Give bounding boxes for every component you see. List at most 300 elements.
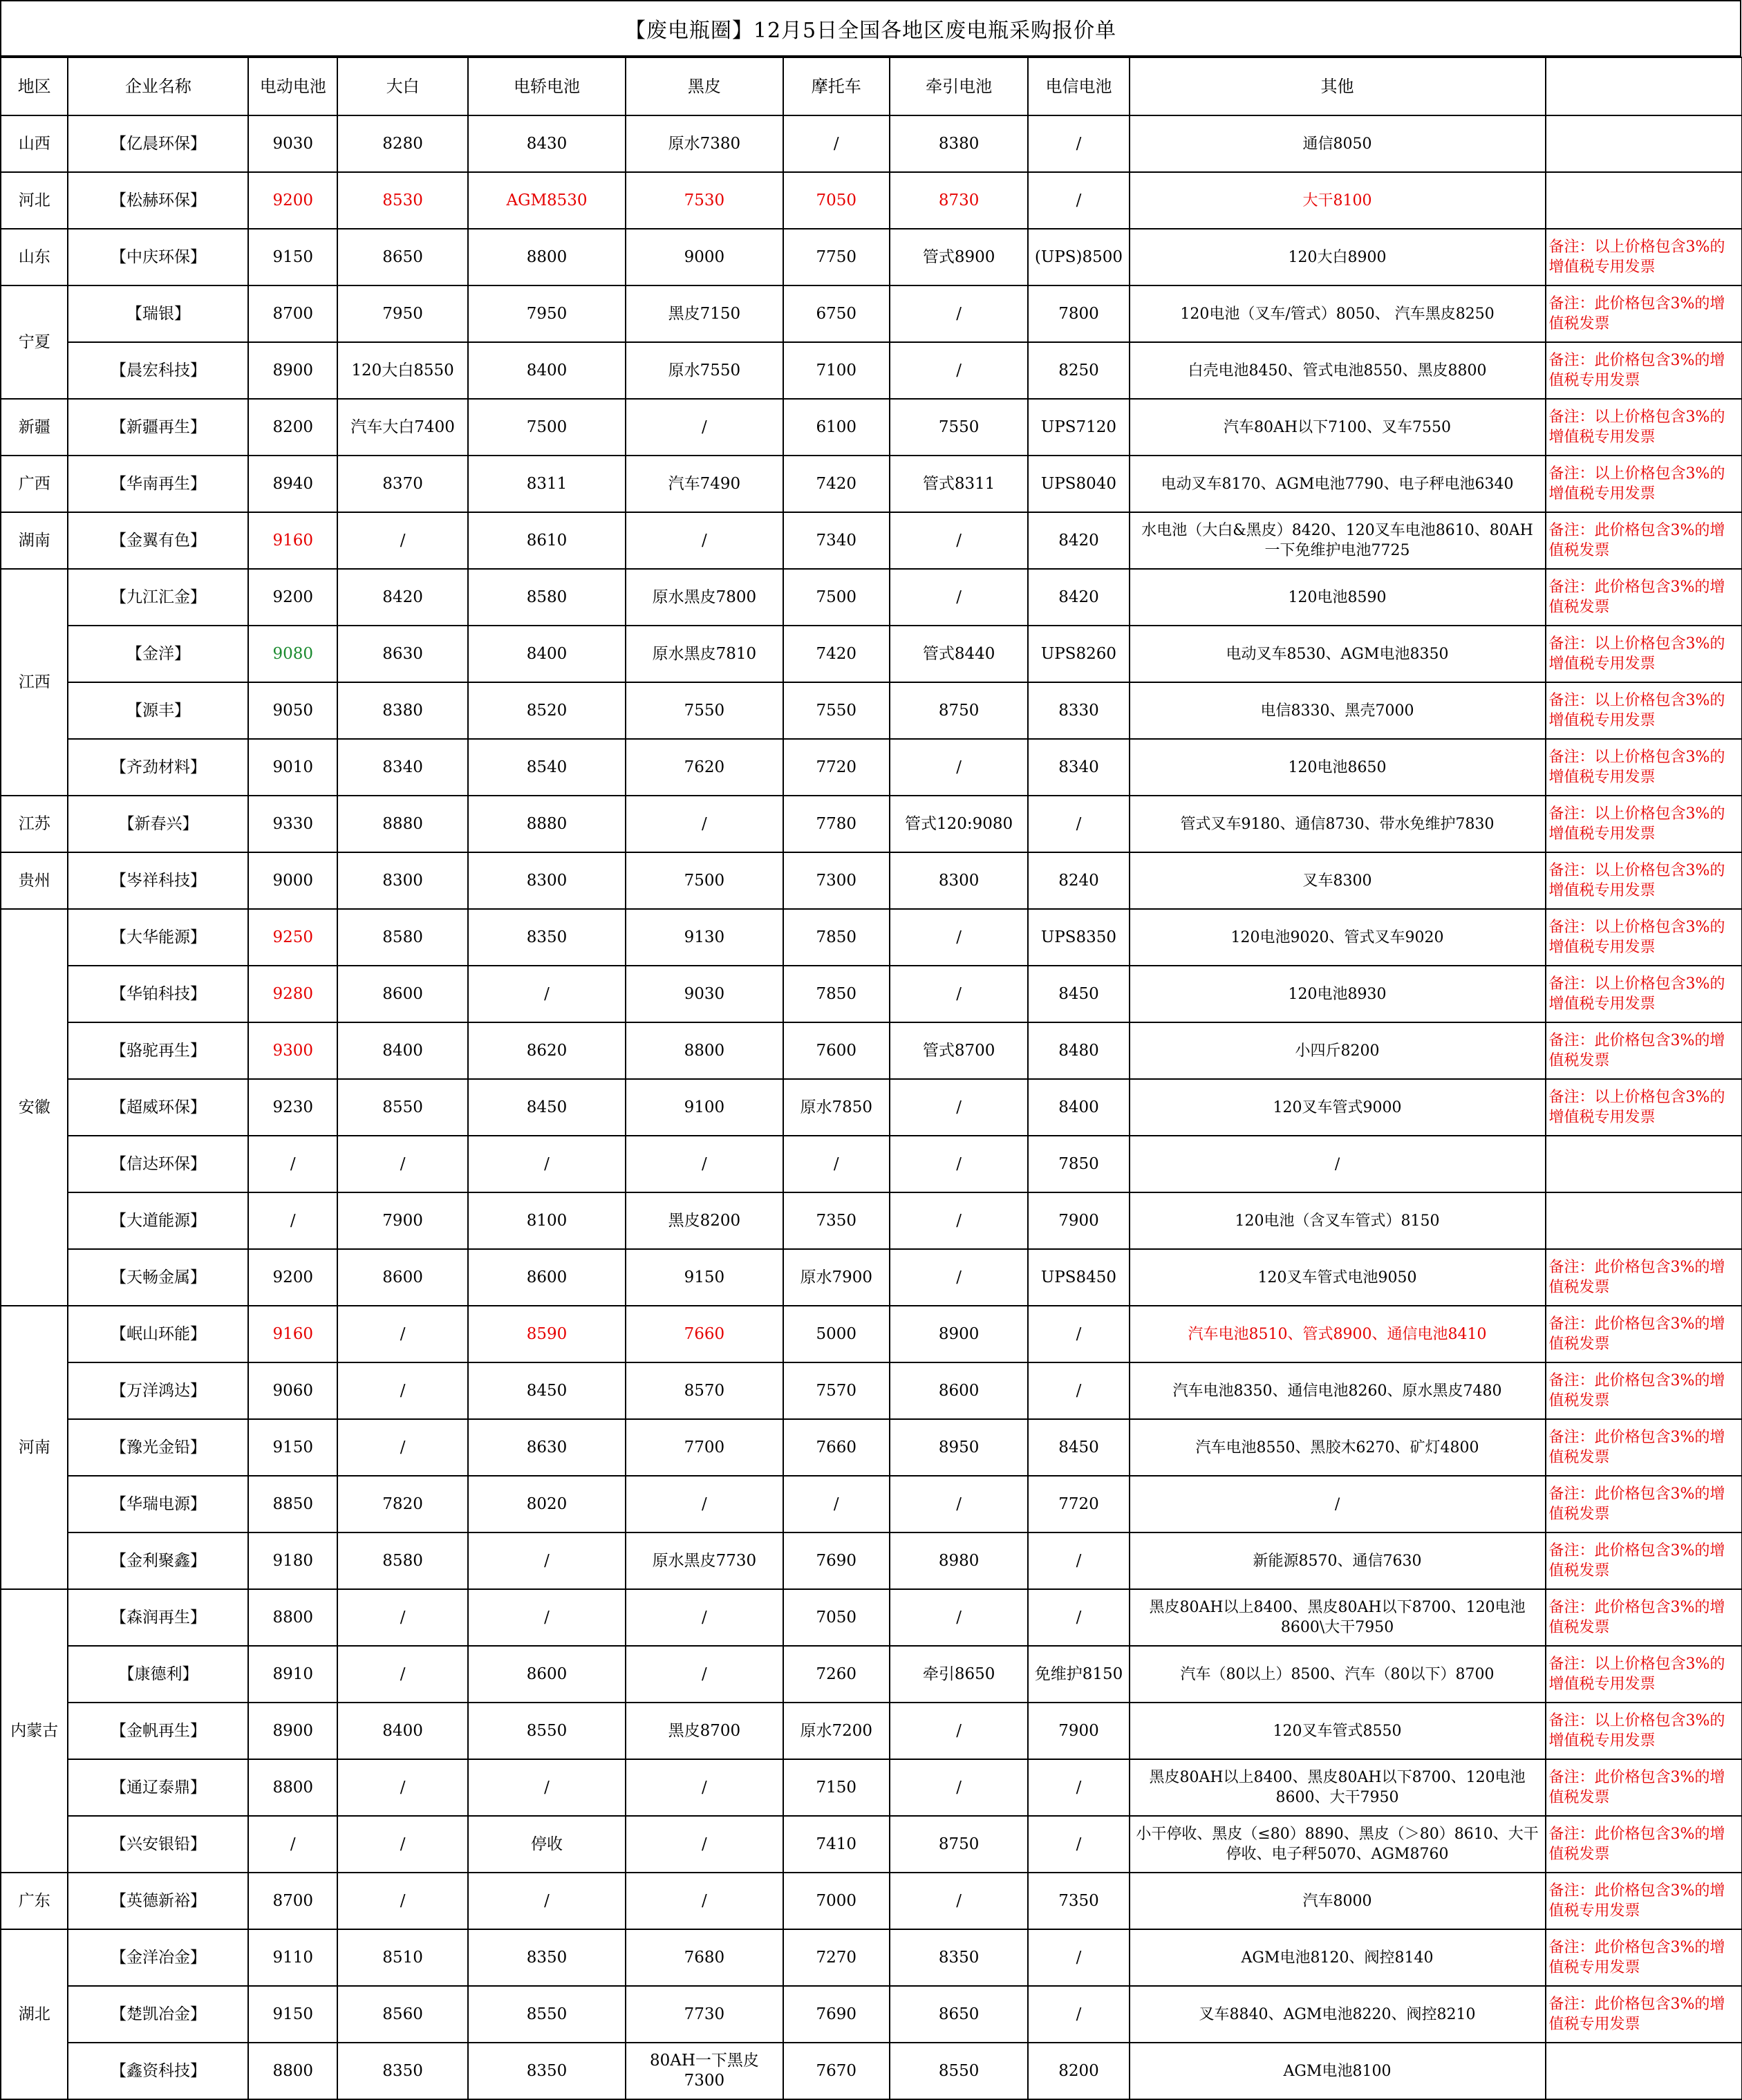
heipi-price: 原水黑皮7810 bbox=[626, 626, 783, 682]
other-price: 通信8050 bbox=[1130, 115, 1546, 172]
table-row bbox=[1, 285, 1742, 342]
heipi-price: 原水黑皮7800 bbox=[626, 569, 783, 626]
traction-battery-price: 管式8900 bbox=[890, 229, 1029, 285]
jiao-battery-price: / bbox=[468, 1589, 626, 1646]
traction-battery-price: / bbox=[890, 512, 1029, 569]
company-name: 【金翼有色】 bbox=[68, 512, 248, 569]
ev-battery-price: 8800 bbox=[248, 1589, 337, 1646]
table-row bbox=[1, 682, 1742, 739]
telecom-battery-price: 免维护8150 bbox=[1028, 1646, 1129, 1703]
jiao-battery-price: 8600 bbox=[468, 1646, 626, 1703]
heipi-price: / bbox=[626, 512, 783, 569]
motorcycle-price: 7100 bbox=[783, 342, 890, 399]
ev-battery-price: 9160 bbox=[248, 512, 337, 569]
region-cell: 河北 bbox=[1, 172, 68, 229]
invoice-note bbox=[1546, 115, 1742, 172]
ev-battery-price: 9200 bbox=[248, 569, 337, 626]
column-header: 牵引电池 bbox=[890, 57, 1029, 115]
ev-battery-price: 9230 bbox=[248, 1079, 337, 1136]
region-cell: 广东 bbox=[1, 1873, 68, 1929]
traction-battery-price: 8980 bbox=[890, 1532, 1029, 1589]
company-name: 【华瑞电源】 bbox=[68, 1476, 248, 1532]
traction-battery-price: / bbox=[890, 285, 1029, 342]
ev-battery-price: 8910 bbox=[248, 1646, 337, 1703]
jiao-battery-price: 8550 bbox=[468, 1986, 626, 2043]
jiao-battery-price: 8520 bbox=[468, 682, 626, 739]
company-name: 【大华能源】 bbox=[68, 909, 248, 966]
telecom-battery-price: / bbox=[1028, 1532, 1129, 1589]
invoice-note: 备注：此价格包含3%的增值税专用发票 bbox=[1546, 1929, 1742, 1986]
ev-battery-price: / bbox=[248, 1136, 337, 1192]
dabai-price: 8300 bbox=[337, 852, 468, 909]
table-row bbox=[1, 852, 1742, 909]
company-name: 【鑫资科技】 bbox=[68, 2043, 248, 2099]
traction-battery-price: / bbox=[890, 739, 1029, 796]
traction-battery-price: 8730 bbox=[890, 172, 1029, 229]
other-price: 汽车80AH以下7100、叉车7550 bbox=[1130, 399, 1546, 456]
heipi-price: 8570 bbox=[626, 1362, 783, 1419]
column-header: 地区 bbox=[1, 57, 68, 115]
ev-battery-price: 9160 bbox=[248, 1306, 337, 1362]
jiao-battery-price: AGM8530 bbox=[468, 172, 626, 229]
dabai-price: / bbox=[337, 1362, 468, 1419]
region-cell: 新疆 bbox=[1, 399, 68, 456]
column-header: 电动电池 bbox=[248, 57, 337, 115]
company-name: 【信达环保】 bbox=[68, 1136, 248, 1192]
jiao-battery-price: 8450 bbox=[468, 1362, 626, 1419]
other-price: 120叉车管式9000 bbox=[1130, 1079, 1546, 1136]
dabai-price: 8530 bbox=[337, 172, 468, 229]
telecom-battery-price: 7900 bbox=[1028, 1192, 1129, 1249]
table-row bbox=[1, 456, 1742, 512]
jiao-battery-price: / bbox=[468, 1873, 626, 1929]
ev-battery-price: 8700 bbox=[248, 285, 337, 342]
invoice-note: 备注：以上价格包含3%的增值税专用发票 bbox=[1546, 739, 1742, 796]
region-cell: 贵州 bbox=[1, 852, 68, 909]
other-price: 叉车8840、AGM电池8220、阀控8210 bbox=[1130, 1986, 1546, 2043]
other-price: / bbox=[1130, 1476, 1546, 1532]
invoice-note: 备注：以上价格包含3%的增值税专用发票 bbox=[1546, 626, 1742, 682]
invoice-note: 备注：此价格包含3%的增值税发票 bbox=[1546, 1816, 1742, 1873]
dabai-price: 8400 bbox=[337, 1022, 468, 1079]
invoice-note: 备注：以上价格包含3%的增值税专用发票 bbox=[1546, 966, 1742, 1022]
telecom-battery-price: / bbox=[1028, 115, 1129, 172]
telecom-battery-price: / bbox=[1028, 796, 1129, 852]
other-price: 大干8100 bbox=[1130, 172, 1546, 229]
table-row bbox=[1, 1532, 1742, 1589]
motorcycle-price: 7670 bbox=[783, 2043, 890, 2099]
company-name: 【兴安银铅】 bbox=[68, 1816, 248, 1873]
table-row bbox=[1, 2043, 1742, 2099]
invoice-note: 备注：此价格包含3%的增值税发票 bbox=[1546, 569, 1742, 626]
company-name: 【楚凯冶金】 bbox=[68, 1986, 248, 2043]
table-row bbox=[1, 1703, 1742, 1759]
other-price: 汽车电池8350、通信电池8260、原水黑皮7480 bbox=[1130, 1362, 1546, 1419]
motorcycle-price: 原水7900 bbox=[783, 1249, 890, 1306]
column-header: 电轿电池 bbox=[468, 57, 626, 115]
table-row bbox=[1, 1589, 1742, 1646]
telecom-battery-price: / bbox=[1028, 1986, 1129, 2043]
telecom-battery-price: UPS8260 bbox=[1028, 626, 1129, 682]
jiao-battery-price: 7500 bbox=[468, 399, 626, 456]
ev-battery-price: 9150 bbox=[248, 229, 337, 285]
telecom-battery-price: 8480 bbox=[1028, 1022, 1129, 1079]
jiao-battery-price: 8800 bbox=[468, 229, 626, 285]
company-name: 【超威环保】 bbox=[68, 1079, 248, 1136]
jiao-battery-price: 8350 bbox=[468, 1929, 626, 1986]
dabai-price: 汽车大白7400 bbox=[337, 399, 468, 456]
table-row bbox=[1, 1306, 1742, 1362]
heipi-price: / bbox=[626, 1136, 783, 1192]
other-price: 120电池（叉车/管式）8050、 汽车黑皮8250 bbox=[1130, 285, 1546, 342]
ev-battery-price: 8850 bbox=[248, 1476, 337, 1532]
other-price: 小四斤8200 bbox=[1130, 1022, 1546, 1079]
company-name: 【金洋】 bbox=[68, 626, 248, 682]
jiao-battery-price: / bbox=[468, 1136, 626, 1192]
company-name: 【骆驼再生】 bbox=[68, 1022, 248, 1079]
invoice-note: 备注：以上价格包含3%的增值税专用发票 bbox=[1546, 852, 1742, 909]
region-cell: 内蒙古 bbox=[1, 1589, 68, 1873]
company-name: 【中庆环保】 bbox=[68, 229, 248, 285]
region-cell: 湖北 bbox=[1, 1929, 68, 2099]
telecom-battery-price: / bbox=[1028, 1816, 1129, 1873]
invoice-note: 备注：以上价格包含3%的增值税专用发票 bbox=[1546, 682, 1742, 739]
ev-battery-price: 9280 bbox=[248, 966, 337, 1022]
dabai-price: 8380 bbox=[337, 682, 468, 739]
motorcycle-price: 5000 bbox=[783, 1306, 890, 1362]
motorcycle-price: 7410 bbox=[783, 1816, 890, 1873]
sheet-title: 【废电瓶圈】12月5日全国各地区废电瓶采购报价单 bbox=[0, 0, 1741, 57]
jiao-battery-price: 8610 bbox=[468, 512, 626, 569]
table-row bbox=[1, 1929, 1742, 1986]
company-name: 【康德利】 bbox=[68, 1646, 248, 1703]
telecom-battery-price: / bbox=[1028, 1306, 1129, 1362]
heipi-price: 9100 bbox=[626, 1079, 783, 1136]
table-row bbox=[1, 1419, 1742, 1476]
dabai-price: 8340 bbox=[337, 739, 468, 796]
jiao-battery-price: 8450 bbox=[468, 1079, 626, 1136]
ev-battery-price: 8900 bbox=[248, 1703, 337, 1759]
table-body bbox=[1, 57, 1742, 2099]
invoice-note: 备注：以上价格包含3%的增值税专用发票 bbox=[1546, 229, 1742, 285]
telecom-battery-price: 8240 bbox=[1028, 852, 1129, 909]
dabai-price: / bbox=[337, 1816, 468, 1873]
invoice-note: 备注：此价格包含3%的增值税发票 bbox=[1546, 512, 1742, 569]
company-name: 【豫光金铅】 bbox=[68, 1419, 248, 1476]
dabai-price: 8600 bbox=[337, 966, 468, 1022]
table-row bbox=[1, 172, 1742, 229]
ev-battery-price: 8200 bbox=[248, 399, 337, 456]
traction-battery-price: / bbox=[890, 1759, 1029, 1816]
company-name: 【华南再生】 bbox=[68, 456, 248, 512]
jiao-battery-price: / bbox=[468, 966, 626, 1022]
jiao-battery-price: 8300 bbox=[468, 852, 626, 909]
company-name: 【华铂科技】 bbox=[68, 966, 248, 1022]
company-name: 【通辽泰鼎】 bbox=[68, 1759, 248, 1816]
telecom-battery-price: / bbox=[1028, 1759, 1129, 1816]
column-header: 摩托车 bbox=[783, 57, 890, 115]
telecom-battery-price: 7900 bbox=[1028, 1703, 1129, 1759]
dabai-price: / bbox=[337, 1873, 468, 1929]
motorcycle-price: 7690 bbox=[783, 1532, 890, 1589]
company-name: 【大道能源】 bbox=[68, 1192, 248, 1249]
motorcycle-price: 7150 bbox=[783, 1759, 890, 1816]
invoice-note bbox=[1546, 1136, 1742, 1192]
ev-battery-price: 9110 bbox=[248, 1929, 337, 1986]
table-row bbox=[1, 796, 1742, 852]
telecom-battery-price: 8420 bbox=[1028, 569, 1129, 626]
jiao-battery-price: 8600 bbox=[468, 1249, 626, 1306]
table-row bbox=[1, 966, 1742, 1022]
invoice-note: 备注：此价格包含3%的增值税发票 bbox=[1546, 1249, 1742, 1306]
other-price: 叉车8300 bbox=[1130, 852, 1546, 909]
jiao-battery-price: / bbox=[468, 1759, 626, 1816]
dabai-price: / bbox=[337, 512, 468, 569]
company-name: 【岑祥科技】 bbox=[68, 852, 248, 909]
heipi-price: 7700 bbox=[626, 1419, 783, 1476]
ev-battery-price: 8800 bbox=[248, 2043, 337, 2099]
motorcycle-price: 原水7200 bbox=[783, 1703, 890, 1759]
table-row bbox=[1, 739, 1742, 796]
company-name: 【岷山环能】 bbox=[68, 1306, 248, 1362]
ev-battery-price: 9000 bbox=[248, 852, 337, 909]
table-row bbox=[1, 1873, 1742, 1929]
company-name: 【瑞银】 bbox=[68, 285, 248, 342]
motorcycle-price: 7850 bbox=[783, 909, 890, 966]
motorcycle-price: 7050 bbox=[783, 1589, 890, 1646]
traction-battery-price: 8300 bbox=[890, 852, 1029, 909]
jiao-battery-price: / bbox=[468, 1532, 626, 1589]
ev-battery-price: / bbox=[248, 1816, 337, 1873]
other-price: AGM电池8120、阀控8140 bbox=[1130, 1929, 1546, 1986]
motorcycle-price: 7660 bbox=[783, 1419, 890, 1476]
dabai-price: 8400 bbox=[337, 1703, 468, 1759]
motorcycle-price: 7300 bbox=[783, 852, 890, 909]
company-name: 【金洋冶金】 bbox=[68, 1929, 248, 1986]
other-price: AGM电池8100 bbox=[1130, 2043, 1546, 2099]
ev-battery-price: 9250 bbox=[248, 909, 337, 966]
ev-battery-price: 9180 bbox=[248, 1532, 337, 1589]
jiao-battery-price: 8880 bbox=[468, 796, 626, 852]
heipi-price: / bbox=[626, 399, 783, 456]
heipi-price: 7620 bbox=[626, 739, 783, 796]
dabai-price: 8580 bbox=[337, 1532, 468, 1589]
invoice-note bbox=[1546, 2043, 1742, 2099]
telecom-battery-price: UPS8450 bbox=[1028, 1249, 1129, 1306]
jiao-battery-price: 8590 bbox=[468, 1306, 626, 1362]
header-row bbox=[1, 57, 1742, 115]
telecom-battery-price: 7350 bbox=[1028, 1873, 1129, 1929]
invoice-note: 备注：以上价格包含3%的增值税专用发票 bbox=[1546, 399, 1742, 456]
jiao-battery-price: 停收 bbox=[468, 1816, 626, 1873]
company-name: 【金帆再生】 bbox=[68, 1703, 248, 1759]
dabai-price: 8280 bbox=[337, 115, 468, 172]
table-row bbox=[1, 626, 1742, 682]
motorcycle-price: / bbox=[783, 1476, 890, 1532]
table-row bbox=[1, 1816, 1742, 1873]
other-price: 电信8330、黑壳7000 bbox=[1130, 682, 1546, 739]
dabai-price: 8580 bbox=[337, 909, 468, 966]
invoice-note: 备注：此价格包含3%的增值税发票 bbox=[1546, 1532, 1742, 1589]
other-price: 电动叉车8530、AGM电池8350 bbox=[1130, 626, 1546, 682]
motorcycle-price: 7260 bbox=[783, 1646, 890, 1703]
heipi-price: 9030 bbox=[626, 966, 783, 1022]
company-name: 【源丰】 bbox=[68, 682, 248, 739]
other-price: 120叉车管式8550 bbox=[1130, 1703, 1546, 1759]
jiao-battery-price: 7950 bbox=[468, 285, 626, 342]
telecom-battery-price: / bbox=[1028, 1362, 1129, 1419]
heipi-price: 7730 bbox=[626, 1986, 783, 2043]
dabai-price: / bbox=[337, 1646, 468, 1703]
column-header: 企业名称 bbox=[68, 57, 248, 115]
ev-battery-price: 9200 bbox=[248, 1249, 337, 1306]
dabai-price: 8880 bbox=[337, 796, 468, 852]
region-cell: 江西 bbox=[1, 569, 68, 796]
traction-battery-price: / bbox=[890, 1136, 1029, 1192]
traction-battery-price: / bbox=[890, 909, 1029, 966]
invoice-note bbox=[1546, 172, 1742, 229]
motorcycle-price: / bbox=[783, 115, 890, 172]
other-price: 白壳电池8450、管式电池8550、黑皮8800 bbox=[1130, 342, 1546, 399]
traction-battery-price: / bbox=[890, 1192, 1029, 1249]
heipi-price: 原水7550 bbox=[626, 342, 783, 399]
motorcycle-price: 7600 bbox=[783, 1022, 890, 1079]
other-price: 120大白8900 bbox=[1130, 229, 1546, 285]
region-cell: 湖南 bbox=[1, 512, 68, 569]
ev-battery-price: 9030 bbox=[248, 115, 337, 172]
motorcycle-price: / bbox=[783, 1136, 890, 1192]
other-price: 120电池8650 bbox=[1130, 739, 1546, 796]
company-name: 【九江汇金】 bbox=[68, 569, 248, 626]
ev-battery-price: 8800 bbox=[248, 1759, 337, 1816]
telecom-battery-price: / bbox=[1028, 172, 1129, 229]
ev-battery-price: 8700 bbox=[248, 1873, 337, 1929]
jiao-battery-price: 8350 bbox=[468, 909, 626, 966]
invoice-note bbox=[1546, 1192, 1742, 1249]
heipi-price: 原水7380 bbox=[626, 115, 783, 172]
traction-battery-price: 8950 bbox=[890, 1419, 1029, 1476]
region-cell: 江苏 bbox=[1, 796, 68, 852]
jiao-battery-price: 8430 bbox=[468, 115, 626, 172]
invoice-note: 备注：此价格包含3%的增值税发票 bbox=[1546, 1759, 1742, 1816]
invoice-note: 备注：此价格包含3%的增值税发票 bbox=[1546, 1419, 1742, 1476]
other-price: 电动叉车8170、AGM电池7790、电子秤电池6340 bbox=[1130, 456, 1546, 512]
jiao-battery-price: 8630 bbox=[468, 1419, 626, 1476]
heipi-price: / bbox=[626, 796, 783, 852]
company-name: 【英德新裕】 bbox=[68, 1873, 248, 1929]
dabai-price: 8650 bbox=[337, 229, 468, 285]
motorcycle-price: 7350 bbox=[783, 1192, 890, 1249]
telecom-battery-price: 8450 bbox=[1028, 1419, 1129, 1476]
invoice-note: 备注：此价格包含3%的增值税发票 bbox=[1546, 285, 1742, 342]
dabai-price: 8510 bbox=[337, 1929, 468, 1986]
region-cell: 宁夏 bbox=[1, 285, 68, 399]
invoice-note: 备注：此价格包含3%的增值税发票 bbox=[1546, 1362, 1742, 1419]
other-price: 汽车（80以上）8500、汽车（80以下）8700 bbox=[1130, 1646, 1546, 1703]
jiao-battery-price: 8350 bbox=[468, 2043, 626, 2099]
traction-battery-price: / bbox=[890, 966, 1029, 1022]
other-price: 汽车8000 bbox=[1130, 1873, 1546, 1929]
invoice-note: 备注：此价格包含3%的增值税专用发票 bbox=[1546, 1986, 1742, 2043]
ev-battery-price: 9010 bbox=[248, 739, 337, 796]
motorcycle-price: 6100 bbox=[783, 399, 890, 456]
heipi-price: 7530 bbox=[626, 172, 783, 229]
region-cell: 安徽 bbox=[1, 909, 68, 1306]
table-row bbox=[1, 512, 1742, 569]
heipi-price: / bbox=[626, 1589, 783, 1646]
table-row bbox=[1, 569, 1742, 626]
ev-battery-price: 9050 bbox=[248, 682, 337, 739]
table-row bbox=[1, 1136, 1742, 1192]
heipi-price: 7500 bbox=[626, 852, 783, 909]
telecom-battery-price: 8450 bbox=[1028, 966, 1129, 1022]
table-row bbox=[1, 342, 1742, 399]
dabai-price: 8630 bbox=[337, 626, 468, 682]
table-row bbox=[1, 399, 1742, 456]
other-price: 汽车电池8510、管式8900、通信电池8410 bbox=[1130, 1306, 1546, 1362]
heipi-price: 80AH一下黑皮7300 bbox=[626, 2043, 783, 2099]
heipi-price: 8800 bbox=[626, 1022, 783, 1079]
table-row bbox=[1, 909, 1742, 966]
dabai-price: 8550 bbox=[337, 1079, 468, 1136]
other-price: 新能源8570、通信7630 bbox=[1130, 1532, 1546, 1589]
traction-battery-price: 7550 bbox=[890, 399, 1029, 456]
heipi-price: 汽车7490 bbox=[626, 456, 783, 512]
ev-battery-price: 9300 bbox=[248, 1022, 337, 1079]
traction-battery-price: 8750 bbox=[890, 1816, 1029, 1873]
company-name: 【天畅金属】 bbox=[68, 1249, 248, 1306]
other-price: 120电池8590 bbox=[1130, 569, 1546, 626]
invoice-note: 备注：此价格包含3%的增值税专用发票 bbox=[1546, 1873, 1742, 1929]
jiao-battery-price: 8550 bbox=[468, 1703, 626, 1759]
traction-battery-price: 8750 bbox=[890, 682, 1029, 739]
motorcycle-price: 7420 bbox=[783, 626, 890, 682]
other-price: / bbox=[1130, 1136, 1546, 1192]
telecom-battery-price: (UPS)8500 bbox=[1028, 229, 1129, 285]
other-price: 120电池8930 bbox=[1130, 966, 1546, 1022]
jiao-battery-price: 8620 bbox=[468, 1022, 626, 1079]
invoice-note: 备注：此价格包含3%的增值税专用发票 bbox=[1546, 342, 1742, 399]
traction-battery-price: / bbox=[890, 1079, 1029, 1136]
invoice-note: 备注：此价格包含3%的增值税发票 bbox=[1546, 1589, 1742, 1646]
company-name: 【金利聚鑫】 bbox=[68, 1532, 248, 1589]
heipi-price: / bbox=[626, 1816, 783, 1873]
heipi-price: 7660 bbox=[626, 1306, 783, 1362]
ev-battery-price: / bbox=[248, 1192, 337, 1249]
heipi-price: / bbox=[626, 1759, 783, 1816]
other-price: 小干停收、黑皮（≤80）8890、黑皮（＞80）8610、大干停收、电子秤5070、AGM8760 bbox=[1130, 1816, 1546, 1873]
traction-battery-price: / bbox=[890, 569, 1029, 626]
dabai-price: 8560 bbox=[337, 1986, 468, 2043]
traction-battery-price: / bbox=[890, 1589, 1029, 1646]
company-name: 【亿晨环保】 bbox=[68, 115, 248, 172]
region-cell: 山西 bbox=[1, 115, 68, 172]
motorcycle-price: 7500 bbox=[783, 569, 890, 626]
invoice-note: 备注：此价格包含3%的增值税发票 bbox=[1546, 1306, 1742, 1362]
ev-battery-price: 9200 bbox=[248, 172, 337, 229]
ev-battery-price: 8940 bbox=[248, 456, 337, 512]
quote-table bbox=[0, 57, 1742, 2100]
traction-battery-price: / bbox=[890, 1249, 1029, 1306]
traction-battery-price: 8380 bbox=[890, 115, 1029, 172]
table-row bbox=[1, 1022, 1742, 1079]
dabai-price: / bbox=[337, 1136, 468, 1192]
motorcycle-price: 6750 bbox=[783, 285, 890, 342]
heipi-price: 黑皮7150 bbox=[626, 285, 783, 342]
telecom-battery-price: 8330 bbox=[1028, 682, 1129, 739]
dabai-price: 7950 bbox=[337, 285, 468, 342]
invoice-note: 备注：以上价格包含3%的增值税专用发票 bbox=[1546, 1079, 1742, 1136]
